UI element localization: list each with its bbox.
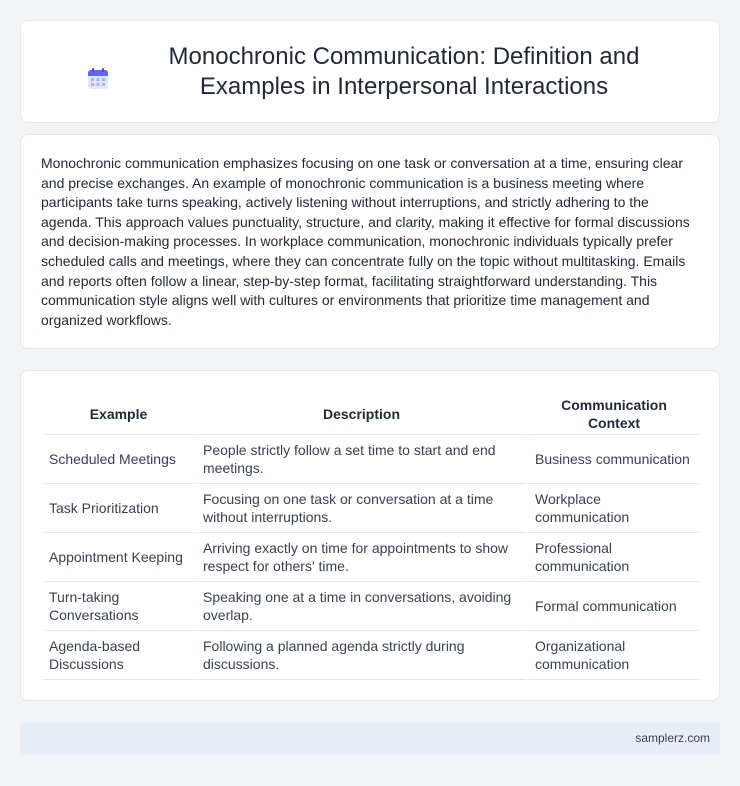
table-card [20,370,720,701]
header-card [20,20,720,123]
cell-example: Appointment Keeping [43,533,194,582]
cell-description: Focusing on one task or conversation at a time without interruptions. [194,484,526,533]
cell-context: Formal communication [526,582,699,631]
examples-table [43,393,699,680]
cell-description: Following a planned agenda strictly during discussions. [194,631,526,680]
cell-example: Scheduled Meetings [43,435,194,484]
cell-description: Speaking one at a time in conversations, avoiding overlap. [194,582,526,631]
footer-link[interactable]: samplerz.com [635,731,710,745]
cell-example: Task Prioritization [43,484,194,533]
table-row [43,582,699,631]
table-row [43,533,699,582]
table-row [43,484,699,533]
column-header-context: Communication Context [526,393,699,435]
table-row [43,631,699,680]
title-wrap [50,42,690,102]
footer-bar [20,722,720,755]
cell-context: Professional communication [526,533,699,582]
cell-description: People strictly follow a set time to start and end meetings. [194,435,526,484]
cell-description: Arriving exactly on time for appointments to show respect for others' time. [194,533,526,582]
table-row [43,435,699,484]
calendar-icon [86,67,110,91]
cell-example: Turn-taking Conversations [43,582,194,631]
cell-context: Business communication [526,435,699,484]
table-header-row [43,393,699,435]
column-header-example: Example [43,393,194,435]
intro-card [20,134,720,349]
cell-context: Organizational communication [526,631,699,680]
cell-example: Agenda-based Discussions [43,631,194,680]
intro-paragraph: Monochronic communication emphasizes focusing on one task or conversation at a time, ensuring clear and precise exchanges. An example of monochronic communication is a business meeting where participants take turns speaking, actively listening without interruptions, and strictly adhering to the agenda. This approach values punctuality, structure, and clarity, making it effective for formal discussions and decision-making processes. In workplace communication, monochronic individuals typically prefer scheduled calls and meetings, where they can concentrate fully on the topic without multitasking. Emails and reports often follow a linear, step-by-step format, facilitating straightforward understanding. This communication style aligns well with cultures or environments that prioritize time management and organized workflows. [41,155,690,328]
page-title: Monochronic Communication: Definition and Examples in Interpersonal Interactions [168,42,640,100]
cell-context: Workplace communication [526,484,699,533]
column-header-description: Description [194,393,526,435]
